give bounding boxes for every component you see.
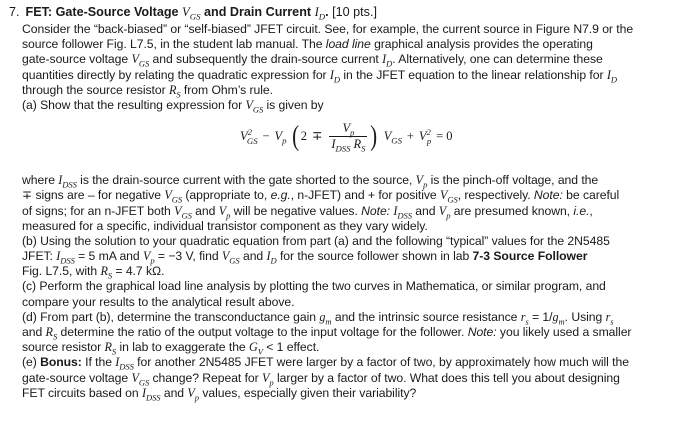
where-line-3: of signs; for an n-JFET both $V_{GS}$ and $V_p$ will be negative values. Note: $I_{DSS}$ and $V_p$ are presumed known, i.e., xyxy=(22,203,593,220)
part-d-line-3: source resistor $R_S$ in lab to exaggerate the $G_V < 1$ effect. xyxy=(22,340,320,357)
part-b-line-2: JFET: $I_{DSS} = 5$ mA and $V_p = -3$ V, find $V_{GS}$ and $I_D$ for the source follower shown in lab 7-3 Source Follower xyxy=(22,249,588,266)
part-b-line-3: Fig. L7.5, with $R_S = 4.7$ kΩ. xyxy=(22,264,165,281)
problem-points: [10 pts.] xyxy=(332,5,377,19)
part-b-line-1: (b) Using the solution to your quadratic equation from part (a) and the following “typical” values for the 2N5485 xyxy=(22,233,610,248)
part-c-line-1: (c) Perform the graphical load line analysis by plotting the two curves in Mathematica, or similar program, and xyxy=(22,279,606,294)
intro-line-1: Consider the “back-biased” or “self-biased” JFET circuit. See, for example, the current source in Figure N7.9 or the xyxy=(22,22,634,36)
equation-body: $V^2_{GS}$ − $V_p$ ( 2 ∓ $\frac{V_p}{I_{DSS} R_S}$ ) $V_{GS}$ + $V^2_p$ = 0 xyxy=(240,120,453,154)
part-c-line-2: compare your results to the analytical result above. xyxy=(22,294,295,309)
intro-line-2: source follower Fig. L7.5, in the student lab manual. The load line graphical analysis provides the operating xyxy=(22,37,593,52)
part-e-line-2: gate-source voltage $V_{GS}$ change? Repeat for $V_p$ larger by a factor of two. What does this tell you about designing xyxy=(22,370,620,387)
where-line-4: measured for a specific, individual transistor component as they vary widely. xyxy=(22,218,428,233)
part-d-line-2: and $R_S$ determine the ratio of the output voltage to the input voltage for the follower. Note: you likely used a smaller xyxy=(22,325,632,342)
intro-line-4: quantities directly by relating the quadratic expression for $I_D$ in the JFET equation to the linear relationship for $I_D$ xyxy=(22,67,617,84)
part-d-line-1: (d) From part (b), determine the transconductance gain $g_m$ and the intrinsic source resistance $r_s = 1/g_m$. Using $r_s$ xyxy=(22,309,614,327)
where-line-2: ∓ signs are – for negative $V_{GS}$ (appropriate to, e.g., n-JFET) and + for positive $V_{GS}$, respectively. Note: be careful xyxy=(22,188,620,205)
equation-fraction: $\frac{V_p}{I_{DSS} R_S}$ xyxy=(331,121,366,154)
problem-number: 7. xyxy=(9,5,20,19)
problem-heading xyxy=(9,5,377,20)
part-a: (a) Show that the resulting expression for $V_{GS}$ is given by xyxy=(22,97,324,115)
intro-line-5: through the source resistor $R_S$ from Ohm’s rule. xyxy=(22,82,273,100)
part-e-line-3: FET circuits based on $I_{DSS}$ and $V_p$ values, especially given their variability? xyxy=(22,385,417,403)
intro-line-3: gate-source voltage $V_{GS}$ and subsequently the drain-source current $I_D$. Alternatively, one can determine these xyxy=(22,52,603,69)
problem-title: FET: Gate-Source Voltage $V_{GS}$ and Drain Current $I_D$. xyxy=(25,5,329,22)
where-line-1: where $I_{DSS}$ is the drain-source current with the gate shorted to the source, $V_p$ is the pinch-off voltage, and the xyxy=(22,173,599,190)
quadratic-equation xyxy=(22,113,694,173)
problem-body xyxy=(22,22,694,401)
part-e-line-1: (e) Bonus: If the $I_{DSS}$ for another 2N5485 JFET were larger by a factor of two, by approximately how much will the xyxy=(22,355,629,372)
